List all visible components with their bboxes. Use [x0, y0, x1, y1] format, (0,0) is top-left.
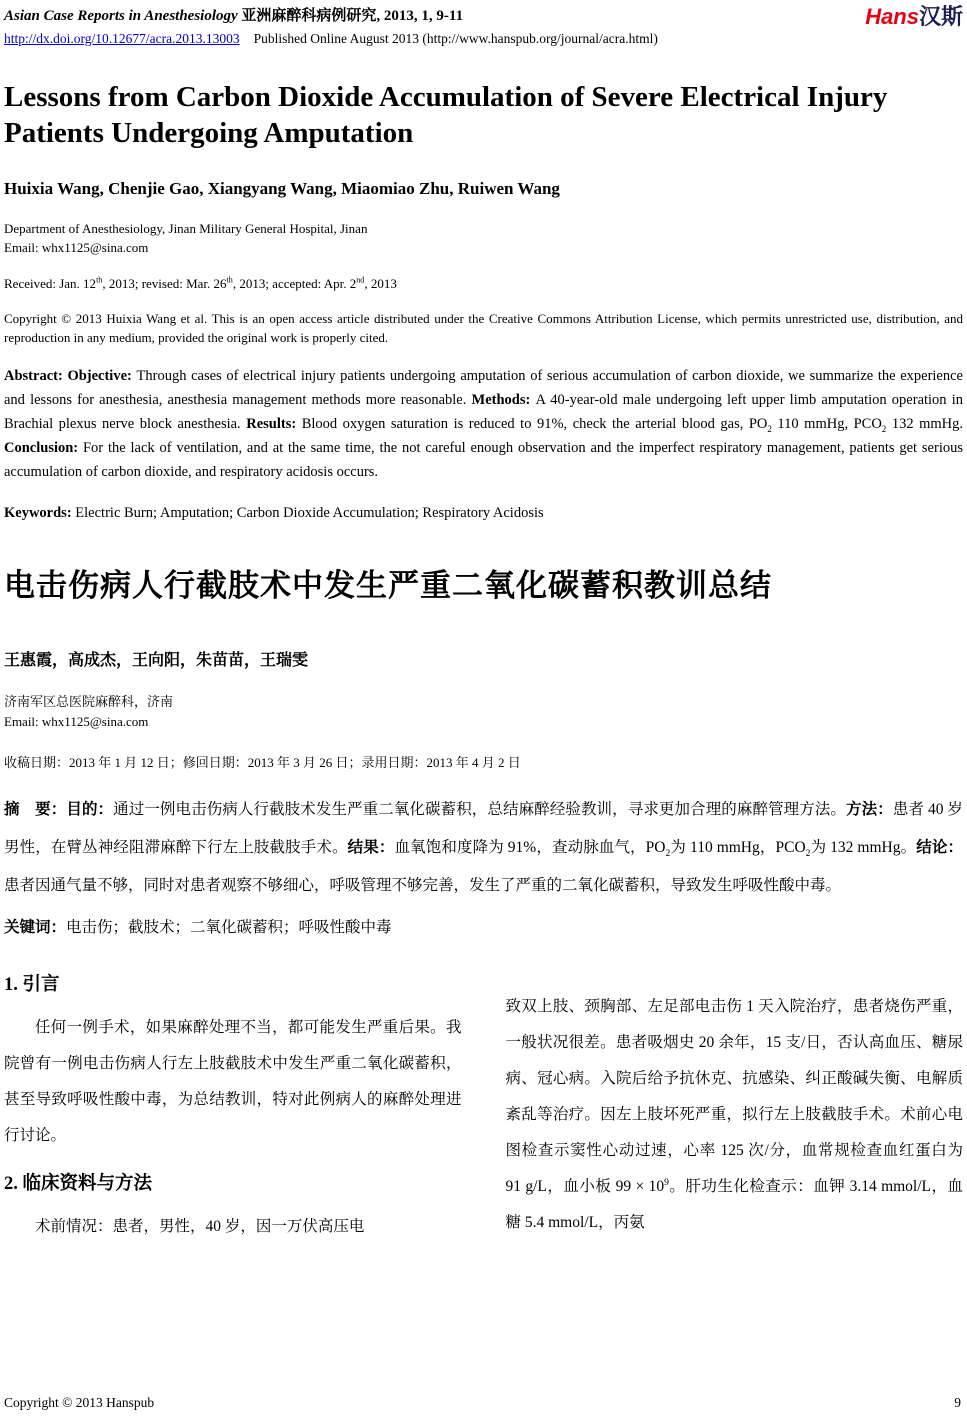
- journal-header: [4, 6, 963, 28]
- section-1-heading: [4, 969, 462, 1000]
- body-columns: [4, 969, 963, 1259]
- section-2-heading: [4, 1168, 462, 1199]
- section-1-number: 1.: [4, 975, 23, 995]
- right-column-paragraph: 致双上肢、颈胸部、左足部电击伤 1 天入院治疗，患者烧伤严重，一般状况很差。患者吸烟史 20 余年，15 支/日，否认高血压、糖尿病、冠心病。入院后给予抗休克、抗感染、纠正酸碱失衡、电解质紊乱等治疗。因左上肢坏死严重，拟行左上肢截肢手术。术前心电图检查示窦性心动过速，心率 125 次/分，血常规检查血红蛋白为 91 g/L，血小板 $99 \times 10^9$。肝功生化检查示：血钾 3.14 mmol/L，血糖 5.4 mmol/L，丙氨: [505, 998, 963, 1231]
- affiliation-en: Department of Anesthesiology, Jinan Military General Hospital, Jinan: [4, 221, 368, 236]
- affiliation-zh: 济南军区总医院麻醉科，济南: [4, 694, 174, 709]
- footer-copyright: Copyright © 2013 Hanspub: [4, 1395, 155, 1410]
- affiliation-block-zh: [4, 692, 963, 732]
- authors-en: Huixia Wang, Chenjie Gao, Xiangyang Wang, Miaomiao Zhu, Ruiwen Wang: [4, 179, 560, 198]
- section-1-paragraph: 任何一例手术，如果麻醉处理不当，都可能发生严重后果。我院曾有一例电击伤病人行左上肢截肢术中发生严重二氧化碳蓄积，甚至导致呼吸性酸中毒，为总结教训，特对此例病人的麻醉处理进行讨论。: [4, 1019, 462, 1144]
- journal-title-zh-issue: 亚洲麻醉科病例研究, 2013, 1, 9-11: [237, 8, 464, 24]
- doi-line: [4, 31, 963, 47]
- email-zh: Email: whx1125@sina.com: [4, 714, 149, 729]
- published-info: Published Online August 2013 (http://www.hanspub.org/journal/acra.html): [253, 31, 658, 46]
- abstract-en: Abstract: Objective: Through cases of electrical injury patients undergoing amputation of serious accumulation of carbon dioxide, we summarize the experience and lessons for anesthesia, anesthesia management methods more reasonable. Methods: A 40-year-old male undergoing left upper limb amputation operation in Brachial plexus nerve block anesthesia. Results: Blood oxygen saturation is reduced to 91%, check the arterial blood gas, $PO_2$ 110 mmHg, $PCO_2$ 132 mmHg. Conclusion: For the lack of ventilation, and at the same time, the not careful enough observation and the imperfect respiratory management, patients get serious accumulation of carbon dioxide, and respiratory acidosis occurs.: [4, 368, 963, 480]
- section-2-paragraph: 术前情况：患者，男性，40 岁，因一万伏高压电: [35, 1218, 365, 1235]
- article-title-en: Lessons from Carbon Dioxide Accumulation of Severe Electrical Injury Patients Undergoing Amputation: [4, 81, 888, 149]
- section-2-number: 2.: [4, 1174, 23, 1194]
- dates-zh: 收稿日期：2013 年 1 月 12 日；修回日期：2013 年 3 月 26 日；录用日期：2013 年 4 月 2 日: [4, 755, 521, 770]
- copyright-notice: Copyright © 2013 Huixia Wang et al. This is an open access article distributed under the Creative Commons Attribution License, which permits unrestricted use, distribution, and reproduction in any medium, provided the original work is properly cited.: [4, 311, 963, 345]
- article-title-zh: 电击伤病人行截肢术中发生严重二氧化碳蓄积教训总结: [4, 568, 772, 603]
- affiliation-block-en: [4, 219, 963, 257]
- journal-title-line: [4, 6, 463, 26]
- left-column: [4, 969, 462, 1259]
- page-footer: [4, 1395, 961, 1411]
- email-en: Email: whx1125@sina.com: [4, 240, 149, 255]
- authors-zh: 王惠霞，高成杰，王向阳，朱苗苗，王瑞雯: [4, 652, 309, 669]
- keywords-zh: 关键词：电击伤；截肢术；二氧化碳蓄积；呼吸性酸中毒: [4, 919, 392, 936]
- keywords-en: Keywords: Electric Burn; Amputation; Carbon Dioxide Accumulation; Respiratory Acidosis: [4, 505, 544, 521]
- hanspub-logo: [865, 6, 963, 28]
- section-2-title: 临床资料与方法: [22, 1172, 153, 1193]
- hanspub-logo-hans: Hans: [865, 4, 919, 29]
- journal-title-en: Asian Case Reports in Anesthesiology: [4, 8, 238, 24]
- hanspub-logo-hanzi: 汉斯: [918, 4, 963, 29]
- received-line: Received: Jan. 12th, 2013; revised: Mar. 26th, 2013; accepted: Apr. 2nd, 2013: [4, 275, 397, 291]
- section-1-title: 引言: [22, 973, 60, 994]
- abstract-zh: 摘 要：目的：通过一例电击伤病人行截肢术发生严重二氧化碳蓄积，总结麻醉经验教训，寻求更加合理的麻醉管理方法。方法：患者 40 岁男性，在臂丛神经阻滞麻醉下行左上肢截肢手术。结果：血氧饱和度降为 91%，查动脉血气，$PO_2$为 110 mmHg，$PCO_2$为 132 mmHg。结论：患者因通气量不够，同时对患者观察不够细心，呼吸管理不够完善，发生了严重的二氧化碳蓄积，导致发生呼吸性酸中毒。: [4, 801, 963, 894]
- page-number: 9: [954, 1395, 961, 1410]
- doi-link[interactable]: http://dx.doi.org/10.12677/acra.2013.13003: [4, 31, 240, 46]
- right-column: [506, 969, 964, 1259]
